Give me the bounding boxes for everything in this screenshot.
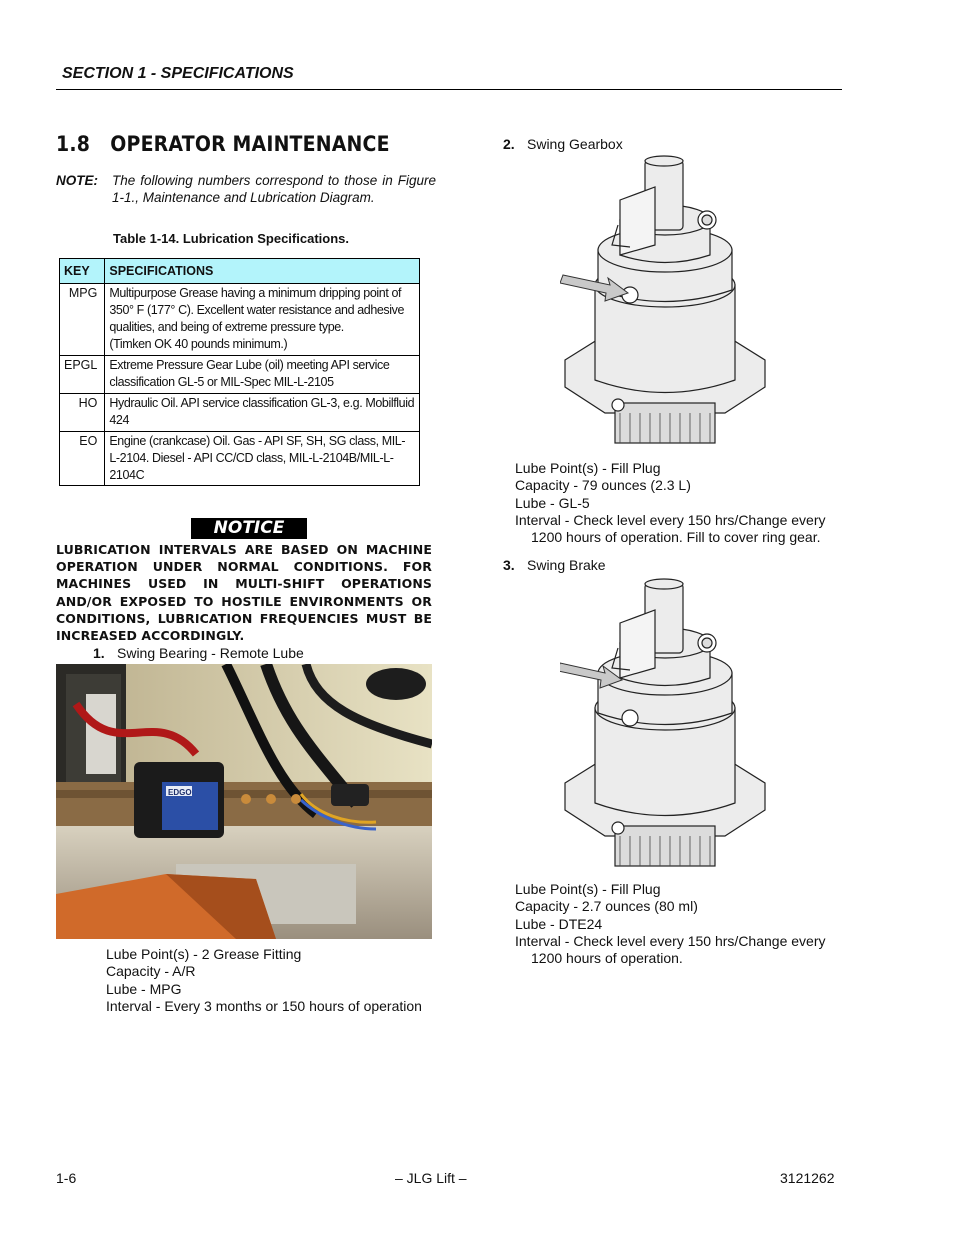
lube-type-line: Lube - MPG xyxy=(106,980,182,997)
interval-line: Interval - Check level every 150 hrs/Change every xyxy=(515,932,826,949)
capacity-line: Capacity - 79 ounces (2.3 L) xyxy=(515,477,691,494)
section-header: SECTION 1 - SPECIFICATIONS xyxy=(62,65,294,82)
remote-lube-photo-illustration xyxy=(56,664,432,939)
lube-type-line: Lube - GL-5 xyxy=(515,494,590,511)
lube-point-line: Lube Point(s) - 2 Grease Fitting xyxy=(106,946,302,962)
item-heading-swing-bearing xyxy=(93,645,304,661)
note xyxy=(56,172,436,206)
table-cell-key: EPGL xyxy=(60,356,105,394)
spec-text: Multipurpose Grease having a minimum dripping point of 350° F (177° C). Excellent water resistance and adhesive qualities, and being of extreme pressure type. xyxy=(109,286,405,334)
interval-line-continued: 1200 hours of operation. xyxy=(531,950,683,967)
table-row xyxy=(60,284,420,356)
item-number: 2. xyxy=(503,136,515,152)
swing-brake-drawing xyxy=(560,578,770,873)
table-cell-spec: Engine (crankcase) Oil. Gas - API SF, SH, SG class, MIL-L-2104. Diesel - API CC/CD class, MIL-L-2104B/MIL-L-2104C xyxy=(105,432,420,486)
swing-gearbox-drawing xyxy=(560,155,770,450)
table-cell-key: MPG xyxy=(60,284,105,356)
table-cell-key: EO xyxy=(60,432,105,486)
column-header: SPECIFICATIONS xyxy=(105,259,420,284)
table-cell-spec: Extreme Pressure Gear Lube (oil) meeting API service classification GL-5 or MIL-Spec MIL-L-2105 xyxy=(105,356,420,394)
note-text: The following numbers correspond to those in Figure 1-1., Maintenance and Lubrication Diagram. xyxy=(112,173,436,205)
item-number: 3. xyxy=(503,557,515,573)
table-cell-key: HO xyxy=(60,394,105,432)
table-cell-spec: Hydraulic Oil. API service classification GL-3, e.g. Mobilfluid 424 xyxy=(105,394,420,432)
header-rule xyxy=(56,89,842,90)
item-title: Swing Brake xyxy=(527,557,606,573)
note-label: NOTE: xyxy=(56,173,98,188)
item-1-details xyxy=(106,946,422,1015)
table-header-row xyxy=(60,259,420,284)
table-row xyxy=(60,432,420,486)
swing-bearing-photo xyxy=(56,664,432,939)
item-3-details xyxy=(515,881,825,967)
item-2-details xyxy=(515,460,825,546)
table-caption: Table 1-14. Lubrication Specifications. xyxy=(113,231,349,246)
interval-line: Interval - Every 3 months or 150 hours of operation xyxy=(106,997,422,1014)
column-header: KEY xyxy=(60,259,105,284)
item-heading-swing-gearbox xyxy=(503,136,623,152)
interval-line-continued: 1200 hours of operation. Fill to cover ring gear. xyxy=(531,529,821,546)
lube-type-line: Lube - DTE24 xyxy=(515,915,603,932)
spec-text: (Timken OK 40 pounds minimum.) xyxy=(109,337,288,351)
notice-badge: NOTICE xyxy=(191,518,307,539)
item-heading-swing-brake xyxy=(503,557,606,573)
doc-number: 3121262 xyxy=(780,1170,835,1186)
item-number: 1. xyxy=(93,645,105,661)
item-title: Swing Gearbox xyxy=(527,136,623,152)
item-title: Swing Bearing - Remote Lube xyxy=(117,645,304,661)
brand-label: EDGO xyxy=(168,788,192,797)
page-number: 1-6 xyxy=(56,1170,77,1186)
table-row xyxy=(60,394,420,432)
lube-point-line: Lube Point(s) - Fill Plug xyxy=(515,881,661,897)
footer-center: – JLG Lift – xyxy=(395,1170,467,1186)
table-row xyxy=(60,356,420,394)
lubrication-spec-table xyxy=(59,258,420,486)
capacity-line: Capacity - A/R xyxy=(106,963,196,980)
table-cell-spec xyxy=(105,284,420,356)
capacity-line: Capacity - 2.7 ounces (80 ml) xyxy=(515,898,698,915)
lube-point-line: Lube Point(s) - Fill Plug xyxy=(515,460,661,476)
section-title: 1.8 OPERATOR MAINTENANCE xyxy=(56,132,390,156)
interval-line: Interval - Check level every 150 hrs/Change every xyxy=(515,511,826,528)
notice-text: LUBRICATION INTERVALS ARE BASED ON MACHINE OPERATION UNDER NORMAL CONDITIONS. FOR MACHINES USED IN MULTI-SHIFT OPERATIONS AND/OR EXPOSED TO HOSTILE ENVIRONMENTS OR CONDITIONS, LUBRICATION FREQUENCIES MUST BE INCREASED ACCORDINGLY. xyxy=(56,542,432,644)
